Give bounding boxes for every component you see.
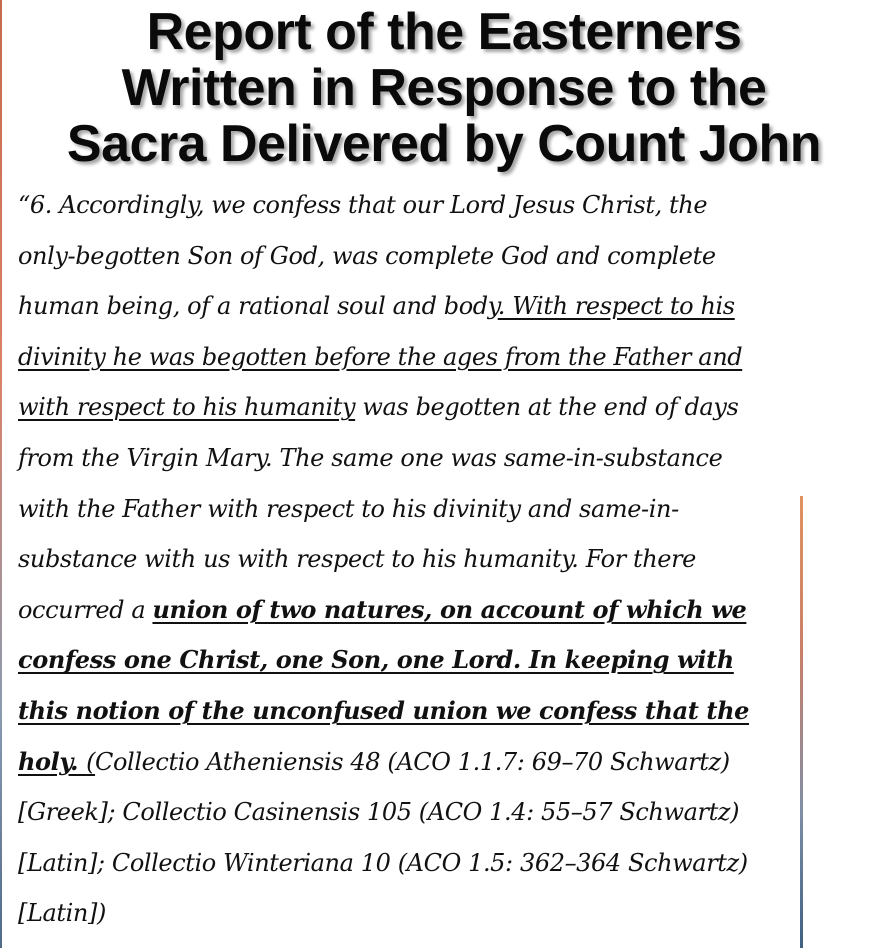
passage-line [18, 737, 808, 788]
title-line-1: Report of the Easterners [146, 3, 742, 61]
citation-text: Collectio Atheniensis 48 (ACO 1.1.7: 69–70 Schwartz) [95, 747, 730, 776]
passage-line [18, 635, 808, 686]
passage-line [18, 231, 808, 282]
page-title [0, 4, 888, 172]
passage-text: substance with us with respect to his humanity. For there [18, 545, 696, 574]
underlined-text: with respect to his humanity [18, 393, 356, 422]
passage-line [18, 180, 808, 231]
bold-underlined-text: union of two natures, on account of which we [152, 594, 747, 624]
passage-line [18, 484, 808, 535]
passage-text: with the Father with respect to his divinity and same-in- [18, 494, 679, 523]
citation-text: [Latin]; Collectio Winteriana 10 (ACO 1.5: 362–364 Schwartz) [18, 848, 748, 877]
bold-underlined-text: this notion of the unconfused union we confess that the [18, 695, 749, 725]
passage-line [18, 281, 808, 332]
passage-line [18, 534, 808, 585]
passage-line [18, 888, 808, 939]
underlined-text: . With respect to his [497, 292, 735, 321]
underlined-text: ( [86, 747, 96, 776]
passage-text: only-begotten Son of God, was complete God and complete [18, 241, 716, 270]
passage-line [18, 332, 808, 383]
title-line-2: Written in Response to the [121, 59, 767, 117]
passage-text: “6. Accordingly, we confess that our Lord Jesus Christ, the [18, 191, 708, 219]
underlined-text: divinity he was begotten before the ages from the Father and [18, 342, 743, 371]
passage-line [18, 433, 808, 484]
passage-line [18, 787, 808, 838]
passage-text: human being, of a rational soul and body [18, 292, 498, 321]
quoted-passage [18, 180, 808, 939]
passage-text: occurred a [18, 595, 153, 624]
bold-underlined-text: confess one Christ, one Son, one Lord. In keeping with [18, 645, 734, 675]
citation-text: [Latin]) [18, 899, 106, 928]
passage-line [18, 382, 808, 433]
citation-text: [Greek]; Collectio Casinensis 105 (ACO 1.4: 55–57 Schwartz) [18, 798, 740, 827]
passage-line [18, 686, 808, 737]
passage-line [18, 585, 808, 636]
bold-underlined-text: holy. [18, 746, 87, 776]
title-line-3: Sacra Delivered by Count John [66, 115, 822, 173]
passage-text: from the Virgin Mary. The same one was same-in-substance [18, 443, 723, 472]
passage-line [18, 838, 808, 889]
passage-text: was begotten at the end of days [355, 393, 739, 422]
